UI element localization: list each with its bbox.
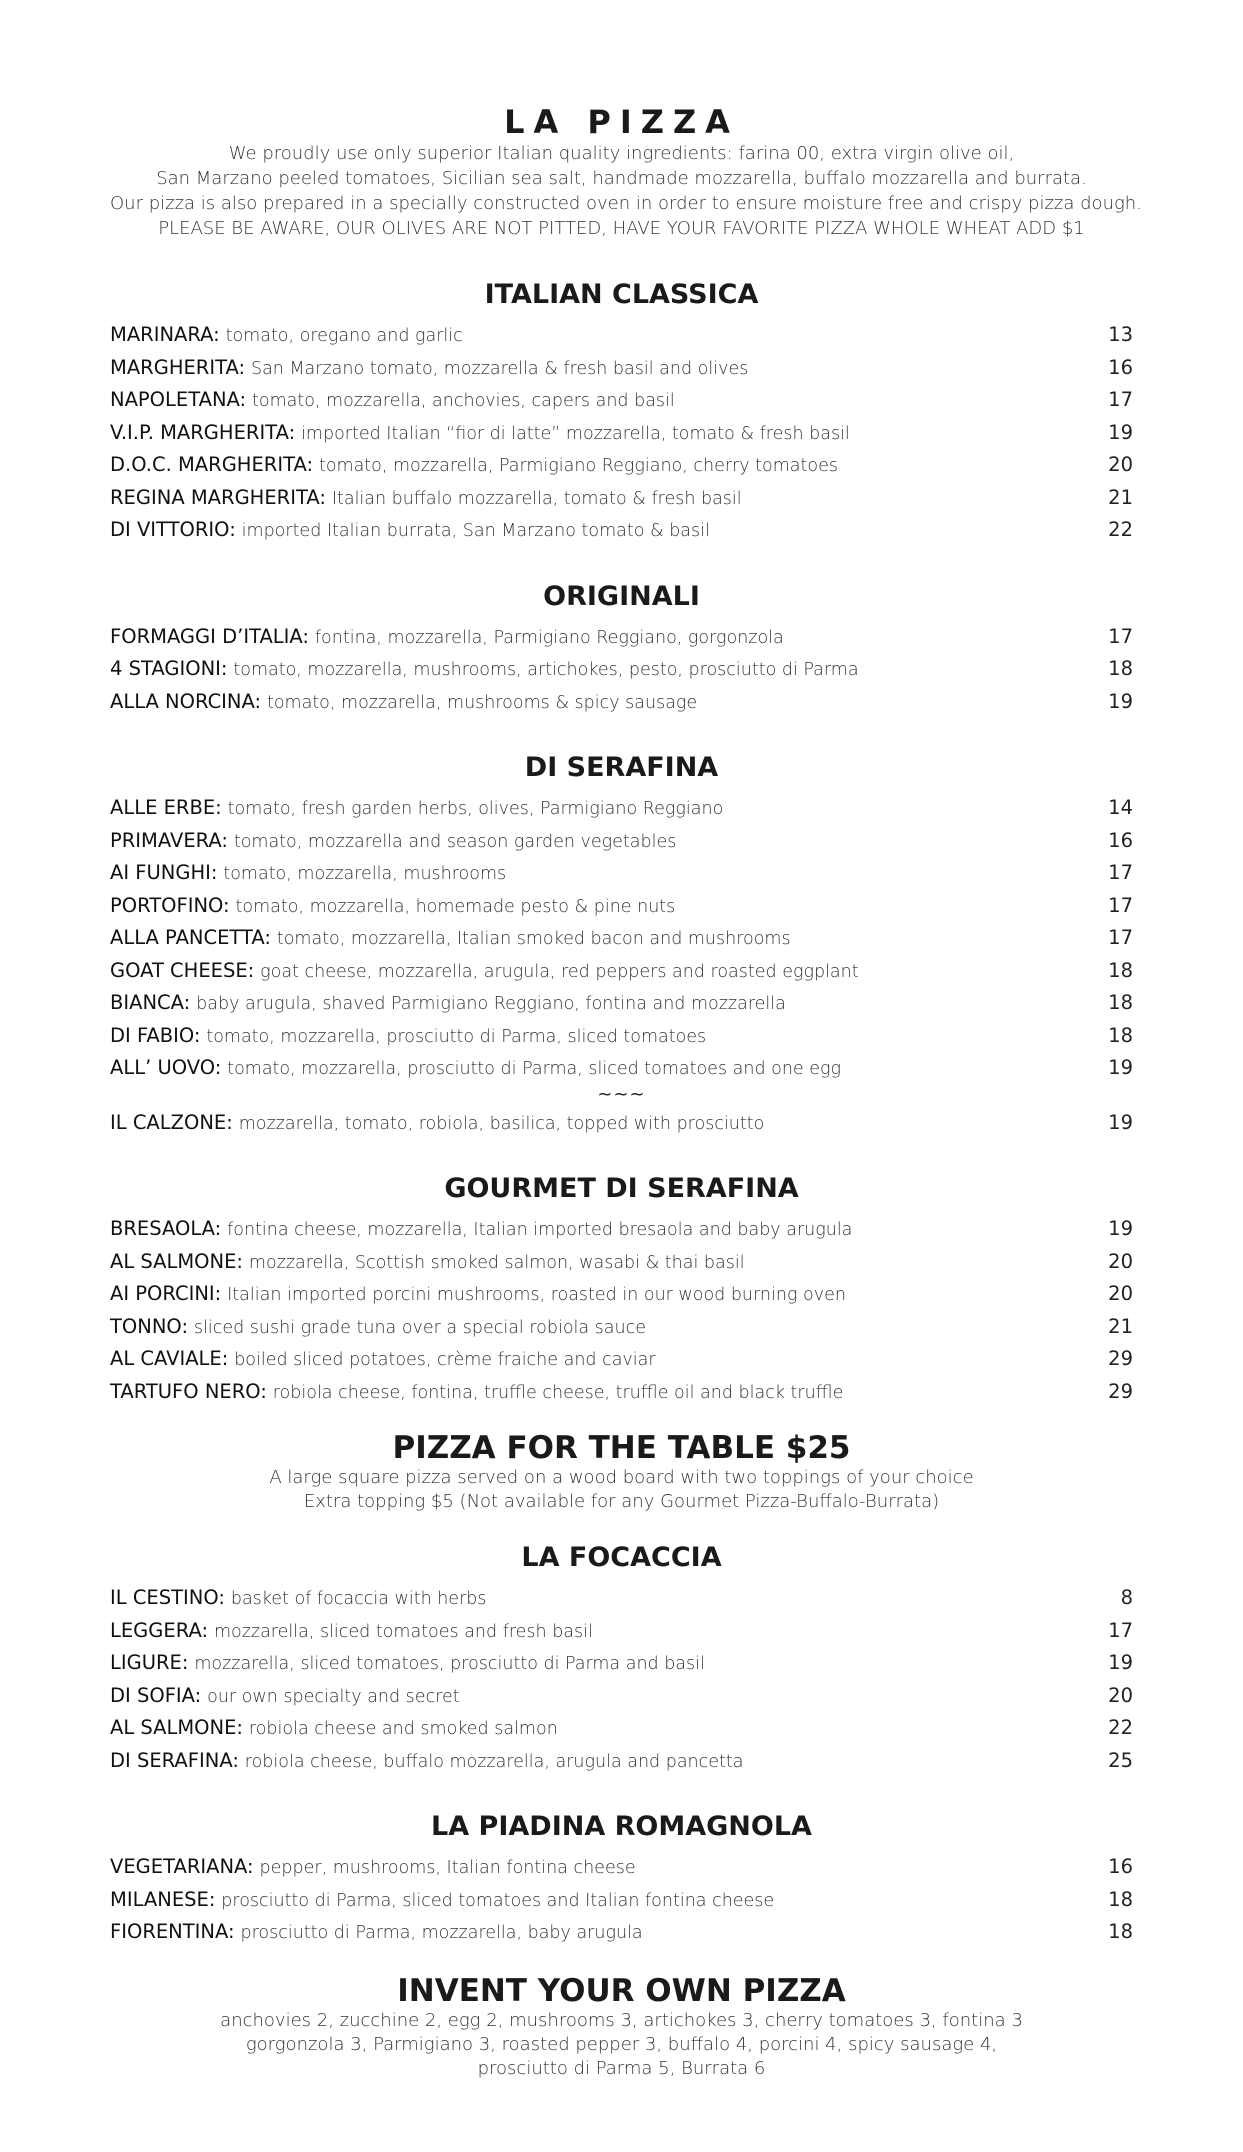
item-description: imported Italian burrata, San Marzano tomato & basil (241, 521, 710, 541)
note-line: A large square pizza served on a wood board with two toppings of your choice (269, 1467, 974, 1488)
menu-item (110, 482, 1133, 515)
section-title: INVENT YOUR OWN PIZZA (397, 1972, 846, 2009)
menu-item (110, 1680, 1133, 1713)
item-description: tomato, mozzarella, mushrooms & spicy sausage (266, 692, 698, 713)
item-name: AL CAVIALE: (110, 1347, 229, 1370)
item-description: robiola cheese and smoked salmon (248, 1719, 558, 1739)
item-list (110, 621, 1133, 719)
item-description: tomato, fresh garden herbs, olives, Parmigiano Reggiano (227, 799, 724, 819)
item-list (110, 792, 1133, 1085)
section-title: DI SERAFINA (524, 752, 719, 783)
menu-item (110, 1916, 1133, 1949)
menu-item (110, 1647, 1133, 1680)
intro-line: San Marzano peeled tomatoes, Sicilian sea salt, handmade mozzarella, buffalo mozzarella and burrata. (156, 168, 1087, 189)
item-price: 18 (1108, 1023, 1133, 1047)
item-price: 14 (1108, 796, 1133, 819)
toppings-line: gorgonzola 3, Parmigiano 3, roasted pepper 3, buffalo 4, porcini 4, spicy sausage 4, (245, 2033, 998, 2055)
item-description: tomato, mozzarella, anchovies, capers and basil (252, 391, 675, 411)
item-name: PORTOFINO: (110, 893, 230, 917)
item-price: 18 (1108, 958, 1133, 982)
item-price: 19 (1108, 689, 1133, 713)
menu-item (110, 890, 1133, 923)
section-title: LA FOCACCIA (521, 1542, 722, 1573)
item-name: ALLA NORCINA: (110, 689, 262, 713)
item-price: 20 (1108, 1683, 1133, 1707)
item-name: AI PORCINI: (110, 1282, 222, 1305)
menu-item (110, 352, 1133, 385)
item-list (110, 1851, 1133, 1949)
item-list (110, 1213, 1133, 1408)
item-description: baby arugula, shaved Parmigiano Reggiano, fontina and mozzarella (196, 994, 786, 1014)
item-price: 18 (1108, 991, 1133, 1014)
item-price: 17 (1108, 893, 1133, 917)
item-name: AL SALMONE: (110, 1716, 243, 1739)
item-price: 19 (1108, 1217, 1133, 1240)
intro-line: PLEASE BE AWARE, OUR OLIVES ARE NOT PITTED, HAVE YOUR FAVORITE PIZZA WHOLE WHEAT ADD $1 (158, 218, 1085, 239)
menu-item (110, 449, 1133, 482)
item-name: DI SOFIA: (110, 1683, 202, 1707)
item-price: 21 (1108, 1314, 1133, 1338)
item-description: tomato, mozzarella, prosciutto di Parma, sliced tomatoes (206, 1026, 707, 1047)
item-description: robiola cheese, fontina, truffle cheese, truffle oil and black truffle (272, 1382, 844, 1403)
menu-item (110, 686, 1133, 719)
item-price: 19 (1108, 1651, 1133, 1674)
item-name: MARGHERITA: (110, 355, 246, 379)
item-price: 29 (1108, 1379, 1133, 1403)
menu-item (110, 955, 1133, 988)
item-description: San Marzano tomato, mozzarella & fresh basil and olives (250, 358, 749, 379)
menu-item (110, 653, 1133, 686)
item-name: ALL’ UOVO: (110, 1056, 222, 1079)
section-title: LA PIADINA ROMAGNOLA (431, 1811, 812, 1842)
menu-item (110, 1343, 1133, 1376)
item-name: LEGGERA: (110, 1618, 209, 1642)
item-description: fontina, mozzarella, Parmigiano Reggiano, gorgonzola (314, 627, 784, 648)
section-title: ORIGINALI (543, 580, 700, 612)
separator: ~~~ (597, 1083, 646, 1105)
item-name: 4 STAGIONI: (110, 657, 228, 680)
item-price: 13 (1108, 323, 1133, 346)
item-name: DI VITTORIO: (110, 518, 236, 541)
section-invent-your-own-pizza (110, 1973, 1133, 2081)
section-title: GOURMET DI SERAFINA (444, 1173, 799, 1204)
item-name: BRESAOLA: (110, 1217, 222, 1240)
item-description: boiled sliced potatoes, crème fraiche and caviar (234, 1350, 656, 1370)
section-title: ITALIAN CLASSICA (484, 279, 759, 310)
item-name: FORMAGGI D’ITALIA: (110, 624, 309, 648)
section-pizza-for-the-table (110, 1430, 1133, 1514)
item-description: mozzarella, tomato, robiola, basilica, topped with prosciutto (238, 1113, 765, 1134)
section-italian-classica (110, 279, 1133, 547)
item-price: 19 (1108, 420, 1133, 444)
item-description: basket of focaccia with herbs (230, 1589, 487, 1609)
item-price: 29 (1108, 1347, 1133, 1370)
item-name: AI FUNGHI: (110, 861, 218, 884)
item-price: 17 (1108, 926, 1133, 949)
table-note (110, 1466, 1133, 1514)
item-price: 16 (1108, 1855, 1133, 1878)
menu-item (110, 825, 1133, 858)
item-description: mozzarella, Scottish smoked salmon, wasabi & thai basil (248, 1252, 745, 1273)
item-name: PRIMAVERA: (110, 828, 228, 852)
item-price: 25 (1108, 1748, 1133, 1772)
item-price: 8 (1120, 1586, 1133, 1609)
item-name: ALLE ERBE: (110, 796, 222, 819)
menu-item (110, 1376, 1133, 1409)
item-description: tomato, mozzarella, mushrooms, artichokes, pesto, prosciutto di Parma (233, 660, 859, 680)
item-price: 20 (1108, 453, 1133, 476)
menu-item (110, 417, 1133, 450)
item-description: tomato, mozzarella, mushrooms (223, 864, 507, 884)
item-name: MILANESE: (110, 1887, 216, 1911)
menu-item (110, 621, 1133, 654)
item-price: 21 (1108, 485, 1133, 509)
toppings-line: prosciutto di Parma 5, Burrata 6 (477, 2057, 766, 2079)
item-name: DI SERAFINA: (110, 1748, 239, 1772)
note-line: Extra topping $5 (Not available for any Gourmet Pizza-Buffalo-Burrata) (303, 1491, 940, 1512)
menu-item (110, 987, 1133, 1020)
item-description: tomato, oregano and garlic (225, 326, 463, 346)
item-name: AL SALMONE: (110, 1249, 243, 1273)
item-name: REGINA MARGHERITA: (110, 485, 326, 509)
item-description: prosciutto di Parma, sliced tomatoes and Italian fontina cheese (221, 1890, 775, 1911)
toppings-line: anchovies 2, zucchine 2, egg 2, mushrooms 3, artichokes 3, cherry tomatoes 3, fontina 3 (220, 2009, 1023, 2031)
item-description: mozzarella, sliced tomatoes and fresh basil (213, 1621, 593, 1642)
calzone-list (110, 1107, 1133, 1140)
item-price: 17 (1108, 388, 1133, 411)
item-price: 17 (1108, 1618, 1133, 1642)
menu-item (110, 1851, 1133, 1884)
intro-line: Our pizza is also prepared in a specially constructed oven in order to ensure moisture free and crispy pizza dough. (110, 193, 1142, 214)
item-description: goat cheese, mozzarella, arugula, red peppers and roasted eggplant (260, 961, 859, 982)
item-price: 20 (1108, 1249, 1133, 1273)
intro-text (110, 141, 1142, 241)
item-description: tomato, mozzarella, prosciutto di Parma, sliced tomatoes and one egg (227, 1059, 842, 1079)
item-price: 17 (1108, 861, 1133, 884)
item-description: prosciutto di Parma, mozzarella, baby arugula (240, 1923, 643, 1943)
item-description: tomato, mozzarella, Parmigiano Reggiano, cherry tomatoes (318, 456, 838, 476)
item-name: MARINARA: (110, 323, 220, 346)
item-name: LIGURE: (110, 1651, 189, 1674)
item-price: 16 (1108, 828, 1133, 852)
section-la-focaccia (110, 1542, 1133, 1777)
menu-item (110, 384, 1133, 417)
section-la-piadina-romagnola (110, 1811, 1133, 1949)
item-price: 18 (1108, 1887, 1133, 1911)
section-gourmet-di-serafina (110, 1173, 1133, 1408)
menu-item (110, 922, 1133, 955)
section-di-serafina (110, 752, 1133, 1139)
item-description: Italian imported porcini mushrooms, roasted in our wood burning oven (227, 1285, 846, 1305)
item-name: FIORENTINA: (110, 1920, 235, 1943)
item-price: 18 (1108, 1920, 1133, 1943)
intro-line: We proudly use only superior Italian quality ingredients: farina 00, extra virgin olive oil, (228, 143, 1015, 164)
menu-item (110, 1213, 1133, 1246)
menu-item (110, 319, 1133, 352)
section-title: PIZZA FOR THE TABLE $25 (392, 1430, 851, 1466)
item-description: tomato, mozzarella and season garden vegetables (233, 831, 677, 852)
menu-item (110, 1246, 1133, 1279)
item-name: VEGETARIANA: (110, 1855, 254, 1878)
item-price: 16 (1108, 355, 1133, 379)
menu-page (0, 104, 1243, 2152)
item-description: sliced sushi grade tuna over a special robiola sauce (193, 1317, 647, 1338)
item-name: TARTUFO NERO: (110, 1379, 267, 1403)
item-list (110, 319, 1133, 547)
item-list (110, 1582, 1133, 1777)
item-description: fontina cheese, mozzarella, Italian imported bresaola and baby arugula (227, 1220, 853, 1240)
item-description: imported Italian “fior di latte” mozzarella, tomato & fresh basil (301, 423, 850, 444)
menu-item (110, 1582, 1133, 1615)
item-description: tomato, mozzarella, homemade pesto & pine nuts (235, 896, 676, 917)
item-price: 22 (1108, 518, 1133, 541)
menu-item (110, 1745, 1133, 1778)
menu-item (110, 1052, 1133, 1085)
menu-title: LA PIZZA (504, 103, 739, 141)
item-price: 18 (1108, 657, 1133, 680)
item-name: GOAT CHEESE: (110, 958, 255, 982)
toppings-list (110, 2009, 1133, 2081)
item-price: 22 (1108, 1716, 1133, 1739)
item-name: IL CALZONE: (110, 1110, 233, 1134)
item-name: TONNO: (110, 1314, 189, 1338)
menu-item (110, 1107, 1133, 1140)
menu-item (110, 1278, 1133, 1311)
item-name: NAPOLETANA: (110, 388, 247, 411)
menu-item (110, 1311, 1133, 1344)
item-description: tomato, mozzarella, Italian smoked bacon and mushrooms (276, 929, 791, 949)
menu-item (110, 1884, 1133, 1917)
item-name: ALLA PANCETTA: (110, 926, 271, 949)
menu-item (110, 792, 1133, 825)
item-name: IL CESTINO: (110, 1586, 225, 1609)
menu-item (110, 1712, 1133, 1745)
section-originali (110, 581, 1133, 719)
item-name: DI FABIO: (110, 1023, 201, 1047)
item-price: 19 (1108, 1110, 1133, 1134)
menu-item (110, 1020, 1133, 1053)
item-price: 17 (1108, 624, 1133, 648)
item-description: mozzarella, sliced tomatoes, prosciutto di Parma and basil (194, 1654, 705, 1674)
item-description: robiola cheese, buffalo mozzarella, arugula and pancetta (244, 1751, 744, 1772)
item-name: D.O.C. MARGHERITA: (110, 453, 314, 476)
menu-item (110, 514, 1133, 547)
item-name: BIANCA: (110, 991, 191, 1014)
item-name: V.I.P. MARGHERITA: (110, 420, 296, 444)
menu-item (110, 1615, 1133, 1648)
item-description: Italian buffalo mozzarella, tomato & fresh basil (331, 488, 742, 509)
item-description: our own specialty and secret (207, 1686, 460, 1707)
item-price: 20 (1108, 1282, 1133, 1305)
item-price: 19 (1108, 1056, 1133, 1079)
item-description: pepper, mushrooms, Italian fontina cheese (259, 1858, 636, 1878)
menu-item (110, 857, 1133, 890)
